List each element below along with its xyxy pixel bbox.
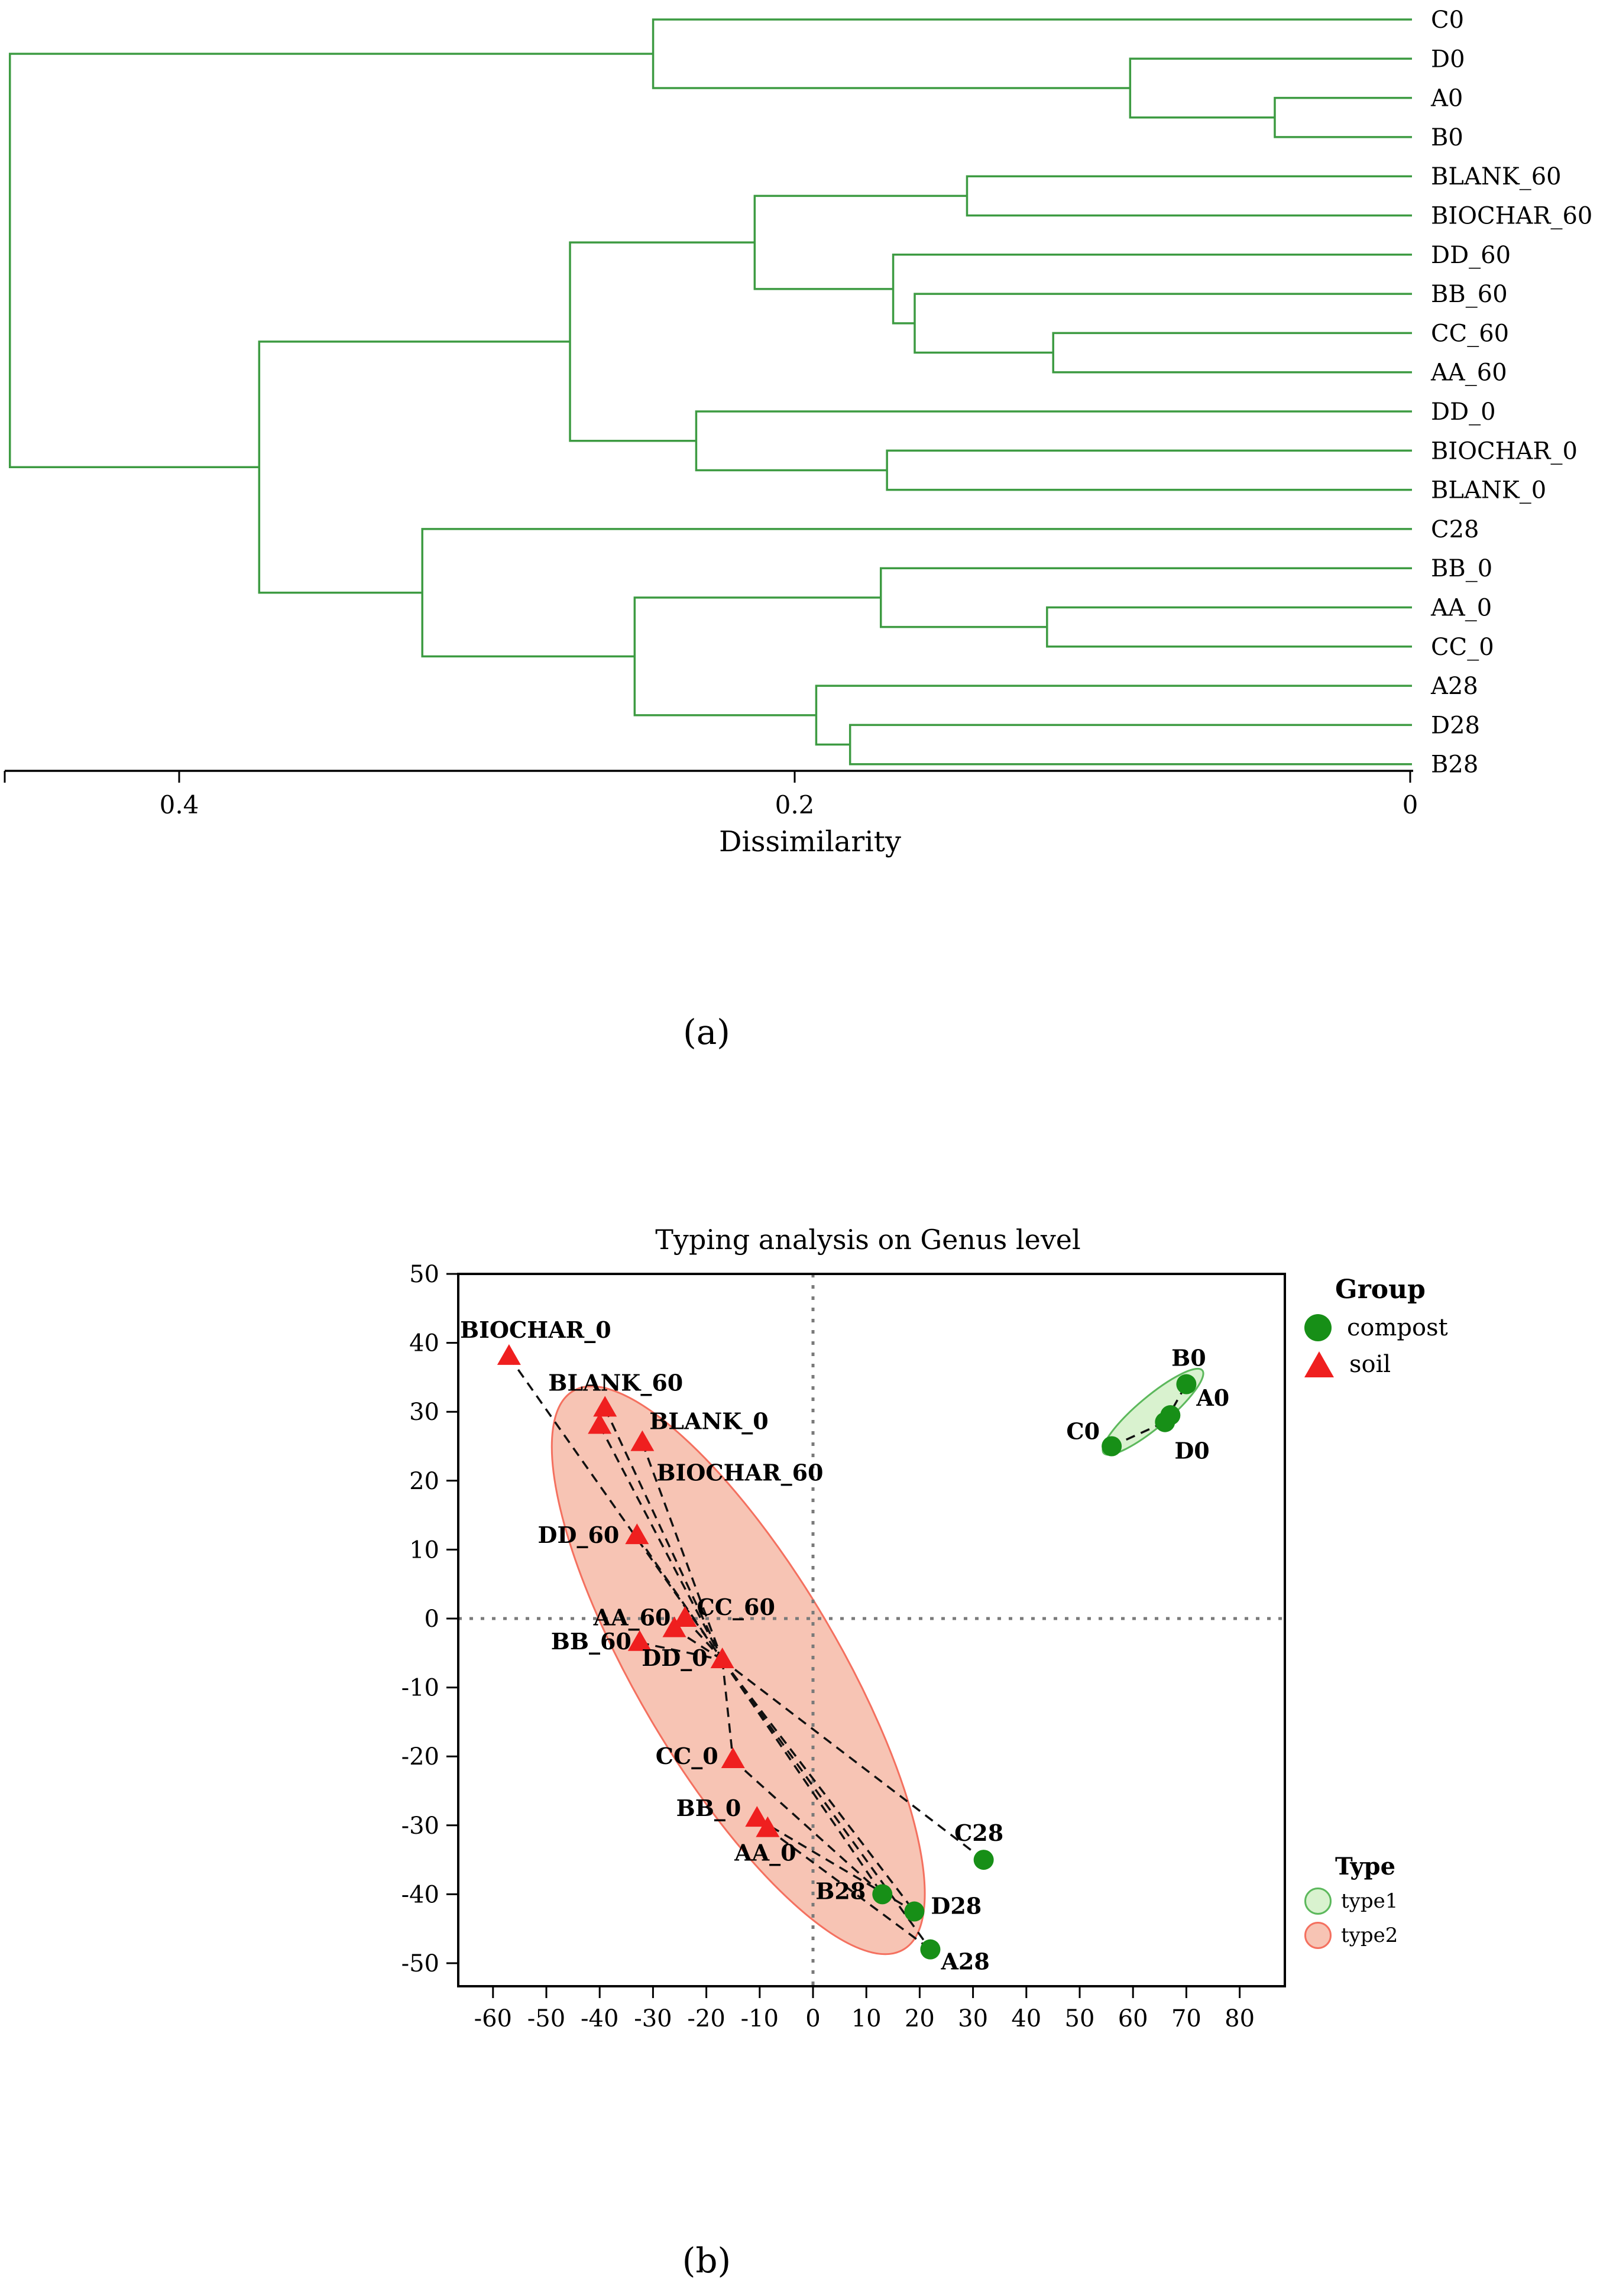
leaf-label-C0: C0 [1431, 7, 1465, 34]
leaf-label-BIOCHAR_0: BIOCHAR_0 [1431, 437, 1578, 465]
compost-circle-icon [1304, 1314, 1332, 1341]
dendrogram-merge-nO [816, 686, 1412, 744]
x-tick-label: -20 [687, 2005, 725, 2032]
x-tick-label: -60 [474, 2005, 513, 2032]
group-legend-title: Group [1335, 1275, 1426, 1305]
x-tick-label: 50 [1064, 2005, 1095, 2032]
y-tick-label: 0 [424, 1606, 439, 1633]
leaf-label-DD_60: DD_60 [1431, 241, 1511, 269]
x-tick-label: 0 [805, 2005, 821, 2032]
point-label-CC_60: CC_60 [697, 1594, 775, 1620]
y-tick-label: -40 [401, 1881, 439, 1909]
group-legend [1304, 1275, 1448, 1378]
y-tick-label: 40 [409, 1329, 439, 1357]
point-label-CC_0: CC_0 [655, 1743, 718, 1770]
type-legend [1304, 1853, 1398, 1949]
legend-item-compost [1304, 1314, 1448, 1341]
y-tick-label: -50 [401, 1950, 439, 1977]
point-label-DD_0: DD_0 [642, 1644, 708, 1671]
point-label-D28: D28 [931, 1892, 982, 1919]
leaf-label-B28: B28 [1431, 751, 1479, 779]
leaf-label-BLANK_60: BLANK_60 [1431, 163, 1562, 191]
y-tick-label: 10 [409, 1536, 439, 1564]
point-label-C28: C28 [954, 1820, 1004, 1847]
dendrogram-tick-label: 0.2 [775, 790, 815, 819]
x-tick-label: 20 [904, 2005, 935, 2032]
point-label-B28: B28 [815, 1877, 866, 1905]
leaf-label-C28: C28 [1431, 515, 1479, 543]
leaf-label-A28: A28 [1431, 673, 1478, 701]
legend-item-type2 [1304, 1922, 1398, 1949]
scatter-point-C0 [1102, 1436, 1122, 1457]
dendrogram-merge-nQ [422, 529, 1412, 656]
leaf-label-CC_0: CC_0 [1431, 633, 1494, 661]
legend-item-type2-label: type2 [1341, 1924, 1398, 1947]
scatter-point-B0 [1176, 1374, 1196, 1395]
dendrogram-axis-label: Dissimilarity [719, 825, 901, 858]
scatter-title: Typing analysis on Genus level [655, 1224, 1081, 1256]
leaf-label-BIOCHAR_60: BIOCHAR_60 [1431, 202, 1593, 230]
dendrogram-merge-nE [1053, 333, 1412, 372]
type-legend-title: Type [1335, 1853, 1396, 1880]
dendrogram-tick-label: 0 [1402, 790, 1418, 819]
legend-item-soil [1304, 1351, 1448, 1378]
leaf-label-B0: B0 [1431, 124, 1463, 151]
legend-item-compost-label: compost [1347, 1314, 1448, 1341]
y-tick-label: -20 [401, 1743, 439, 1771]
dendrogram-merge-nA [1275, 98, 1412, 137]
dendrogram-merge-root [10, 54, 653, 467]
scatter-point-A28 [920, 1940, 940, 1960]
leaf-label-A0: A0 [1431, 85, 1463, 112]
y-tick-label: -10 [401, 1674, 439, 1702]
leaf-label-AA_0: AA_0 [1431, 594, 1492, 622]
leaf-label-BLANK_0: BLANK_0 [1431, 476, 1547, 504]
scatter-point-B28 [872, 1884, 892, 1904]
y-tick-label: 20 [409, 1467, 439, 1495]
dendrogram-merge-nP [634, 598, 880, 715]
dendrogram-merge-nF [915, 294, 1412, 352]
x-tick-label: -50 [527, 2005, 566, 2032]
scatter-point-D0 [1155, 1412, 1175, 1432]
leaf-label-D0: D0 [1431, 46, 1465, 73]
x-tick-label: 70 [1171, 2005, 1201, 2032]
point-label-A0: A0 [1196, 1384, 1230, 1412]
x-tick-label: 80 [1225, 2005, 1255, 2032]
point-label-D0: D0 [1174, 1437, 1210, 1464]
leaf-label-CC_60: CC_60 [1431, 320, 1510, 348]
leaf-label-BB_0: BB_0 [1431, 555, 1493, 583]
y-tick-label: -30 [401, 1812, 439, 1840]
point-label-C0: C0 [1066, 1418, 1100, 1445]
dendrogram-merge-nL [1047, 608, 1412, 647]
soil-triangle-icon [1304, 1351, 1334, 1377]
dendrogram-merge-nD [967, 176, 1412, 215]
leaf-label-BB_60: BB_60 [1431, 281, 1508, 309]
leaf-label-D28: D28 [1431, 712, 1480, 740]
legend-item-soil-label: soil [1349, 1351, 1391, 1378]
panel-a-caption: (a) [683, 1012, 730, 1052]
legend-item-type1-label: type1 [1341, 1889, 1398, 1913]
point-label-BIOCHAR_60: BIOCHAR_60 [656, 1459, 824, 1486]
y-tick-label: 50 [409, 1261, 439, 1288]
point-label-B0: B0 [1171, 1344, 1206, 1371]
point-label-A28: A28 [941, 1948, 990, 1975]
leaf-label-AA_60: AA_60 [1431, 359, 1507, 387]
point-label-BB_60: BB_60 [550, 1627, 631, 1655]
point-label-AA_0: AA_0 [734, 1839, 796, 1866]
dendrogram-merge-nN [850, 725, 1412, 764]
leaf-label-DD_0: DD_0 [1431, 398, 1496, 426]
x-tick-label: 60 [1118, 2005, 1148, 2032]
y-tick-label: 30 [409, 1399, 439, 1426]
point-label-BLANK_60: BLANK_60 [548, 1369, 684, 1396]
dendrogram-merge-nM [881, 568, 1412, 627]
x-tick-label: -10 [740, 2005, 779, 2032]
x-tick-label: 30 [958, 2005, 989, 2032]
scatter-point-BIOCHAR_0 [497, 1344, 521, 1365]
x-tick-label: 40 [1011, 2005, 1042, 2032]
point-label-BLANK_0: BLANK_0 [649, 1408, 769, 1435]
x-tick-label: 10 [851, 2005, 882, 2032]
dendrogram-merge-nJ [696, 411, 1412, 470]
dendrogram-merge-nB [1130, 59, 1412, 117]
x-tick-label: -40 [580, 2005, 619, 2032]
dendrogram-merge-nH [754, 196, 967, 288]
point-label-BB_0: BB_0 [676, 1795, 741, 1822]
dendrogram-tree [10, 20, 1412, 764]
type2-ellipse-icon [1304, 1922, 1332, 1949]
x-tick-label: -30 [634, 2005, 672, 2032]
scatter-point-C28 [974, 1850, 994, 1870]
legend-item-type1 [1304, 1888, 1398, 1915]
panel-b-caption: (b) [682, 2240, 731, 2281]
point-label-AA_60: AA_60 [593, 1604, 671, 1631]
type1-ellipse-icon [1304, 1888, 1332, 1915]
dendrogram-merge-nI [887, 450, 1412, 489]
dendrogram-panel [0, 0, 1600, 922]
scatter-point-D28 [904, 1902, 924, 1922]
dendrogram-merge-nC [653, 20, 1412, 88]
dendrogram-merge-nR [259, 342, 570, 593]
dendrogram-tick-label: 0.4 [159, 790, 199, 819]
point-label-DD_60: DD_60 [537, 1522, 620, 1549]
point-label-BIOCHAR_0: BIOCHAR_0 [460, 1316, 611, 1343]
dendrogram-merge-nG [893, 255, 1412, 323]
